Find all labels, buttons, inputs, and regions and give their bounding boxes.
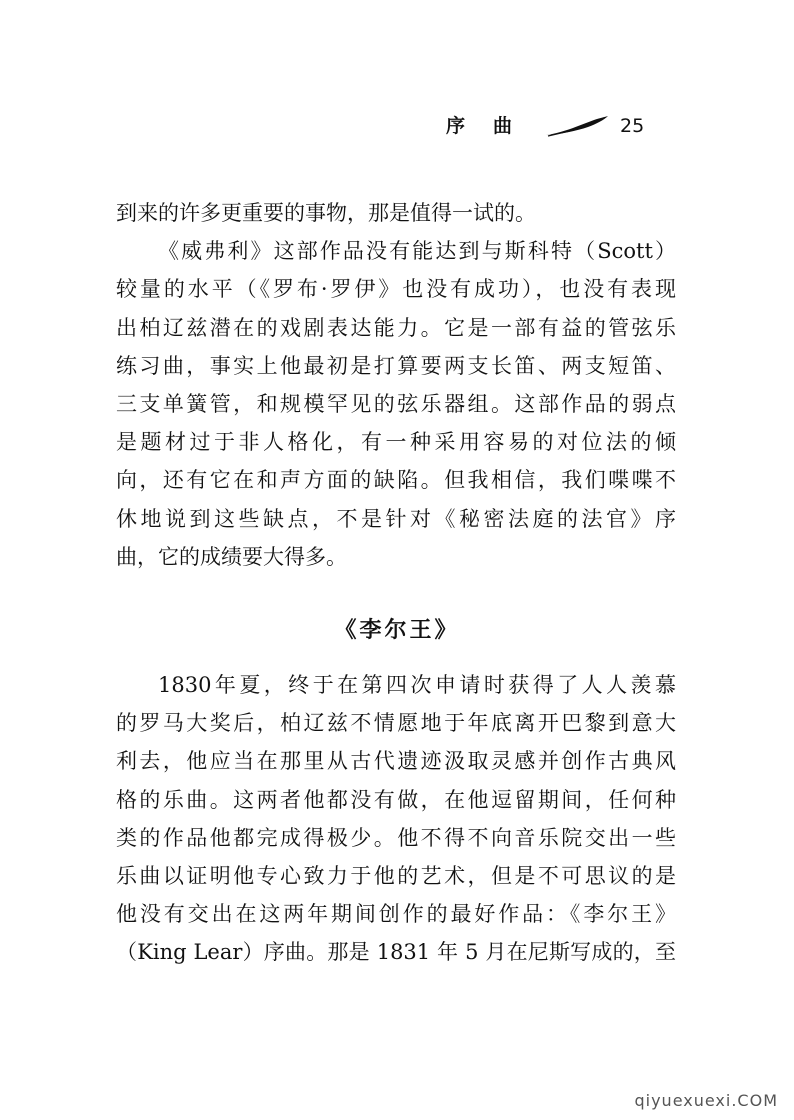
text-line: 向，还有它在和声方面的缺陷。但我相信，我们喋喋不 xyxy=(116,468,676,493)
running-head xyxy=(446,112,666,142)
text-line: 格的乐曲。这两者他都没有做，在他逗留期间，任何种 xyxy=(116,787,676,812)
body-text-top xyxy=(116,194,676,576)
running-head-title: 序曲 xyxy=(446,115,541,137)
text-line: 到来的许多更重要的事物，那是值得一试的。 xyxy=(116,201,536,225)
text-line: 的罗马大奖后，柏辽兹不情愿地于年底离开巴黎到意大 xyxy=(116,711,676,736)
text-line: 类的作品他都完成得极少。他不得不向音乐院交出一些 xyxy=(116,825,676,850)
text-line: 较量的水平（《罗布·罗伊》也没有成功），也没有表现 xyxy=(116,277,676,302)
text-line: 乐曲以证明他专心致力于他的艺术，但是不可思议的是 xyxy=(116,863,676,888)
quill-ornament-icon xyxy=(544,114,610,138)
watermark: qiyuexuexi.COM xyxy=(634,1091,778,1110)
text-line: 曲，它的成绩要大得多。 xyxy=(116,544,347,569)
text-line: 休地说到这些缺点，不是针对《秘密法庭的法官》序 xyxy=(116,506,676,531)
text-line: 三支单簧管，和规模罕见的弦乐器组。这部作品的弱点 xyxy=(116,391,676,416)
text-line: 是题材过于非人格化，有一种采用容易的对位法的倾 xyxy=(116,430,676,455)
body-text-bottom xyxy=(116,666,676,972)
text-line: 利去，他应当在那里从古代遗迹汲取灵感并创作古典风 xyxy=(116,749,676,774)
page-number: 25 xyxy=(620,115,645,137)
text-line: 《威弗利》这部作品没有能达到与斯科特（Scott） xyxy=(158,239,676,264)
text-line: 他没有交出在这两年期间创作的最好作品：《李尔王》 xyxy=(116,902,676,927)
text-line: 1830年夏，终于在第四次申请时获得了人人羡慕 xyxy=(158,673,676,697)
section-heading: 《李尔王》 xyxy=(334,617,460,644)
text-line: 出柏辽兹潜在的戏剧表达能力。它是一部有益的管弦乐 xyxy=(116,315,676,340)
text-line: 练习曲，事实上他最初是打算要两支长笛、两支短笛、 xyxy=(116,353,676,378)
text-line: （King Lear）序曲。那是 1831 年 5 月在尼斯写成的，至 xyxy=(116,940,676,965)
